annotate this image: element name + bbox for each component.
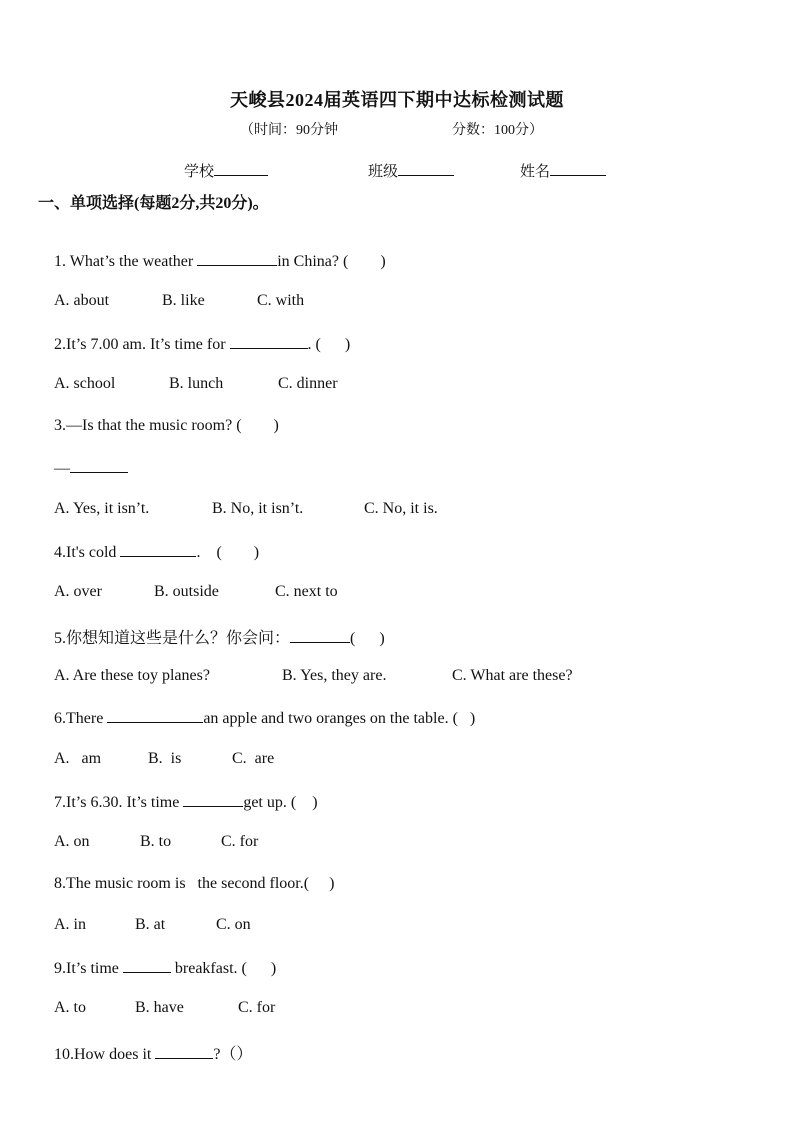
exam-score: 分数：100分） <box>452 123 543 138</box>
exam-title: 天峻县2024届英语四下期中达标检测试题 <box>230 90 564 110</box>
question-text: 7.It’s 6.30. It’s time <box>54 794 184 811</box>
section-heading: 一、单项选择(每题2分,共20分)。 <box>38 195 269 212</box>
question-text: ( ) <box>350 630 385 647</box>
question-text: get up. ( ) <box>243 794 318 811</box>
option-b: B. outside <box>154 583 219 600</box>
question-text: 5.你想知道这些是什么？你会问： <box>54 630 291 647</box>
option-c: C. for <box>221 833 259 850</box>
option-a: A. am <box>54 750 102 767</box>
option-a: A. over <box>54 583 102 600</box>
option-b: B. No, it isn’t. <box>212 500 304 517</box>
question-text: 9.It’s time <box>54 960 123 977</box>
class-label: 班级 <box>368 164 399 180</box>
name-blank <box>550 161 606 176</box>
answer-blank <box>183 792 243 807</box>
dash: — <box>54 460 70 477</box>
question-text: in China? ( ) <box>277 253 386 270</box>
option-a: A. in <box>54 916 86 933</box>
answer-blank <box>107 708 203 723</box>
question-text: 2.It’s 7.00 am. It’s time for <box>54 336 230 353</box>
option-a: A. to <box>54 999 86 1016</box>
answer-blank <box>290 628 350 643</box>
question-text: breakfast. ( ) <box>170 960 277 977</box>
option-b: B. have <box>135 999 184 1016</box>
answer-blank <box>123 958 171 973</box>
option-c: C. with <box>257 292 305 309</box>
question-10 <box>38 1023 252 1082</box>
option-a: A. on <box>54 833 90 850</box>
option-b: B. like <box>162 292 205 309</box>
answer-blank <box>70 458 128 473</box>
school-blank <box>214 161 268 176</box>
option-c: C. for <box>238 999 276 1016</box>
option-c: C. next to <box>275 583 338 600</box>
option-c: C. No, it is. <box>364 500 438 517</box>
answer-blank <box>155 1044 213 1059</box>
question-text: 1. What’s the weather <box>54 253 198 270</box>
school-label: 学校 <box>184 164 215 180</box>
answer-blank <box>230 334 308 349</box>
question-text: 6.There <box>54 710 108 727</box>
question-text: 10.How does it <box>54 1046 156 1063</box>
school-field <box>184 160 268 181</box>
option-c: C. on <box>216 916 251 933</box>
exam-time: （时间：90分钟 <box>240 123 338 138</box>
name-field <box>520 160 606 181</box>
answer-blank <box>120 542 196 557</box>
option-a: A. school <box>54 375 116 392</box>
option-c: C. dinner <box>278 375 338 392</box>
option-b: B. Yes, they are. <box>282 667 387 684</box>
question-text: . ( ) <box>196 544 260 561</box>
option-b: B. to <box>140 833 172 850</box>
question-text: 4.It's cold <box>54 544 121 561</box>
question-text: ?（） <box>213 1046 253 1063</box>
option-b: B. is <box>148 750 182 767</box>
question-text: an apple and two oranges on the table. ( ) <box>203 710 476 727</box>
option-b: B. at <box>135 916 166 933</box>
option-b: B. lunch <box>169 375 224 392</box>
answer-blank <box>197 251 277 266</box>
question-text: . ( ) <box>307 336 351 353</box>
option-a: A. Yes, it isn’t. <box>54 500 150 517</box>
option-c: C. are <box>232 750 275 767</box>
option-a: A. about <box>54 292 110 309</box>
class-field <box>368 160 454 181</box>
question-text: 3.—Is that the music room? ( ) <box>54 417 279 434</box>
name-label: 姓名 <box>520 164 551 180</box>
option-c: C. What are these? <box>452 667 573 684</box>
class-blank <box>398 161 454 176</box>
option-a: A. Are these toy planes? <box>54 667 210 684</box>
question-text: 8.The music room is the second floor.( ) <box>54 875 335 892</box>
